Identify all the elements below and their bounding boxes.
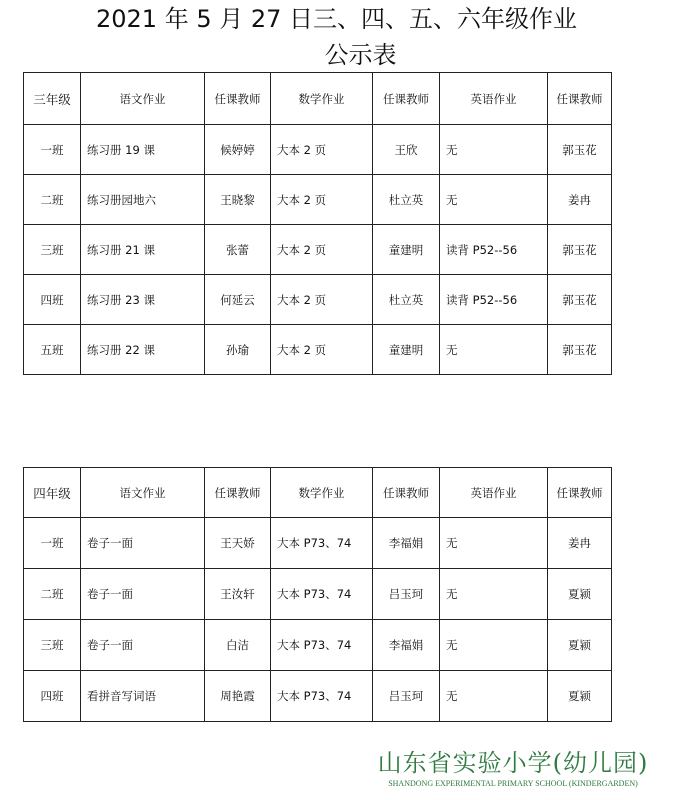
- school-logo: [363, 748, 663, 790]
- class-name: 五班: [24, 325, 81, 375]
- english-teacher: 夏颍: [548, 620, 612, 671]
- chinese-teacher: 张蕾: [205, 225, 271, 275]
- math-teacher: 李福娟: [373, 620, 440, 671]
- table-row: [24, 325, 612, 375]
- math-homework: 大本 2 页: [271, 325, 373, 375]
- chinese-homework: 卷子一面: [81, 620, 205, 671]
- grade3-homework-table: [23, 72, 612, 375]
- math-homework: 大本 P73、74: [271, 671, 373, 722]
- table-row: [24, 125, 612, 175]
- math-homework: 大本 P73、74: [271, 569, 373, 620]
- page-title: 2021 年 5 月 27 日三、四、五、六年级作业: [95, 5, 578, 33]
- english-homework: 无: [440, 569, 548, 620]
- math-teacher: 童建明: [373, 225, 440, 275]
- chinese-teacher: 何延云: [205, 275, 271, 325]
- math-teacher-header: 任课教师: [373, 468, 440, 518]
- english-homework: 无: [440, 175, 548, 225]
- math-homework: 大本 2 页: [271, 175, 373, 225]
- math-teacher: 王欣: [373, 125, 440, 175]
- chinese-teacher-header: 任课教师: [205, 468, 271, 518]
- english-teacher: 郭玉花: [548, 225, 612, 275]
- chinese-teacher: 白洁: [205, 620, 271, 671]
- english-teacher-header: 任课教师: [548, 468, 612, 518]
- math-teacher: 童建明: [373, 325, 440, 375]
- chinese-teacher: 王晓黎: [205, 175, 271, 225]
- class-name: 二班: [24, 569, 81, 620]
- chinese-homework-header: 语文作业: [81, 468, 205, 518]
- english-teacher: 郭玉花: [548, 125, 612, 175]
- school-name-english: SHANDONG EXPERIMENTAL PRIMARY SCHOOL (KINDERGARDEN): [388, 779, 638, 788]
- chinese-teacher: 王天娇: [205, 518, 271, 569]
- math-homework: 大本 P73、74: [271, 620, 373, 671]
- grade-label: 三年级: [24, 73, 81, 125]
- english-homework: 读背 P52--56: [440, 275, 548, 325]
- math-homework: 大本 2 页: [271, 275, 373, 325]
- math-teacher: 杜立英: [373, 175, 440, 225]
- chinese-teacher: 周艳霞: [205, 671, 271, 722]
- table-row: [24, 569, 612, 620]
- math-teacher: 杜立英: [373, 275, 440, 325]
- math-homework-header: 数学作业: [271, 73, 373, 125]
- math-teacher: 吕玉珂: [373, 569, 440, 620]
- math-teacher-header: 任课教师: [373, 73, 440, 125]
- table-row: [24, 225, 612, 275]
- math-teacher: 吕玉珂: [373, 671, 440, 722]
- english-teacher: 郭玉花: [548, 325, 612, 375]
- math-homework-header: 数学作业: [271, 468, 373, 518]
- english-homework: 无: [440, 125, 548, 175]
- english-homework-header: 英语作业: [440, 468, 548, 518]
- page-subtitle: 公示表: [324, 41, 397, 69]
- chinese-homework: 卷子一面: [81, 569, 205, 620]
- chinese-homework: 卷子一面: [81, 518, 205, 569]
- class-name: 四班: [24, 275, 81, 325]
- math-homework: 大本 P73、74: [271, 518, 373, 569]
- english-homework: 无: [440, 518, 548, 569]
- chinese-homework: 练习册 22 课: [81, 325, 205, 375]
- math-teacher: 李福娟: [373, 518, 440, 569]
- chinese-teacher: 王汝轩: [205, 569, 271, 620]
- class-name: 三班: [24, 620, 81, 671]
- chinese-homework: 练习册 21 课: [81, 225, 205, 275]
- table-row: [24, 275, 612, 325]
- table-row: [24, 620, 612, 671]
- english-homework-header: 英语作业: [440, 73, 548, 125]
- chinese-homework-header: 语文作业: [81, 73, 205, 125]
- class-name: 一班: [24, 125, 81, 175]
- english-homework: 无: [440, 671, 548, 722]
- chinese-teacher: 孙瑜: [205, 325, 271, 375]
- english-homework: 无: [440, 325, 548, 375]
- english-teacher: 姜冉: [548, 175, 612, 225]
- chinese-homework: 练习册 23 课: [81, 275, 205, 325]
- english-teacher: 郭玉花: [548, 275, 612, 325]
- chinese-homework: 练习册园地六: [81, 175, 205, 225]
- class-name: 三班: [24, 225, 81, 275]
- english-teacher: 姜冉: [548, 518, 612, 569]
- english-homework: 无: [440, 620, 548, 671]
- chinese-homework: 看拼音写词语: [81, 671, 205, 722]
- chinese-teacher: 候婷婷: [205, 125, 271, 175]
- table-header-row: [24, 468, 612, 518]
- class-name: 一班: [24, 518, 81, 569]
- chinese-homework: 练习册 19 课: [81, 125, 205, 175]
- english-teacher-header: 任课教师: [548, 73, 612, 125]
- grade4-homework-table: [23, 467, 612, 722]
- class-name: 四班: [24, 671, 81, 722]
- class-name: 二班: [24, 175, 81, 225]
- school-name-chinese: 山东省实验小学(幼儿园): [377, 749, 649, 777]
- table-row: [24, 518, 612, 569]
- table-row: [24, 175, 612, 225]
- english-teacher: 夏颍: [548, 569, 612, 620]
- table-row: [24, 671, 612, 722]
- grade-label: 四年级: [24, 468, 81, 518]
- table-header-row: [24, 73, 612, 125]
- english-homework: 读背 P52--56: [440, 225, 548, 275]
- math-homework: 大本 2 页: [271, 125, 373, 175]
- english-teacher: 夏颍: [548, 671, 612, 722]
- math-homework: 大本 2 页: [271, 225, 373, 275]
- chinese-teacher-header: 任课教师: [205, 73, 271, 125]
